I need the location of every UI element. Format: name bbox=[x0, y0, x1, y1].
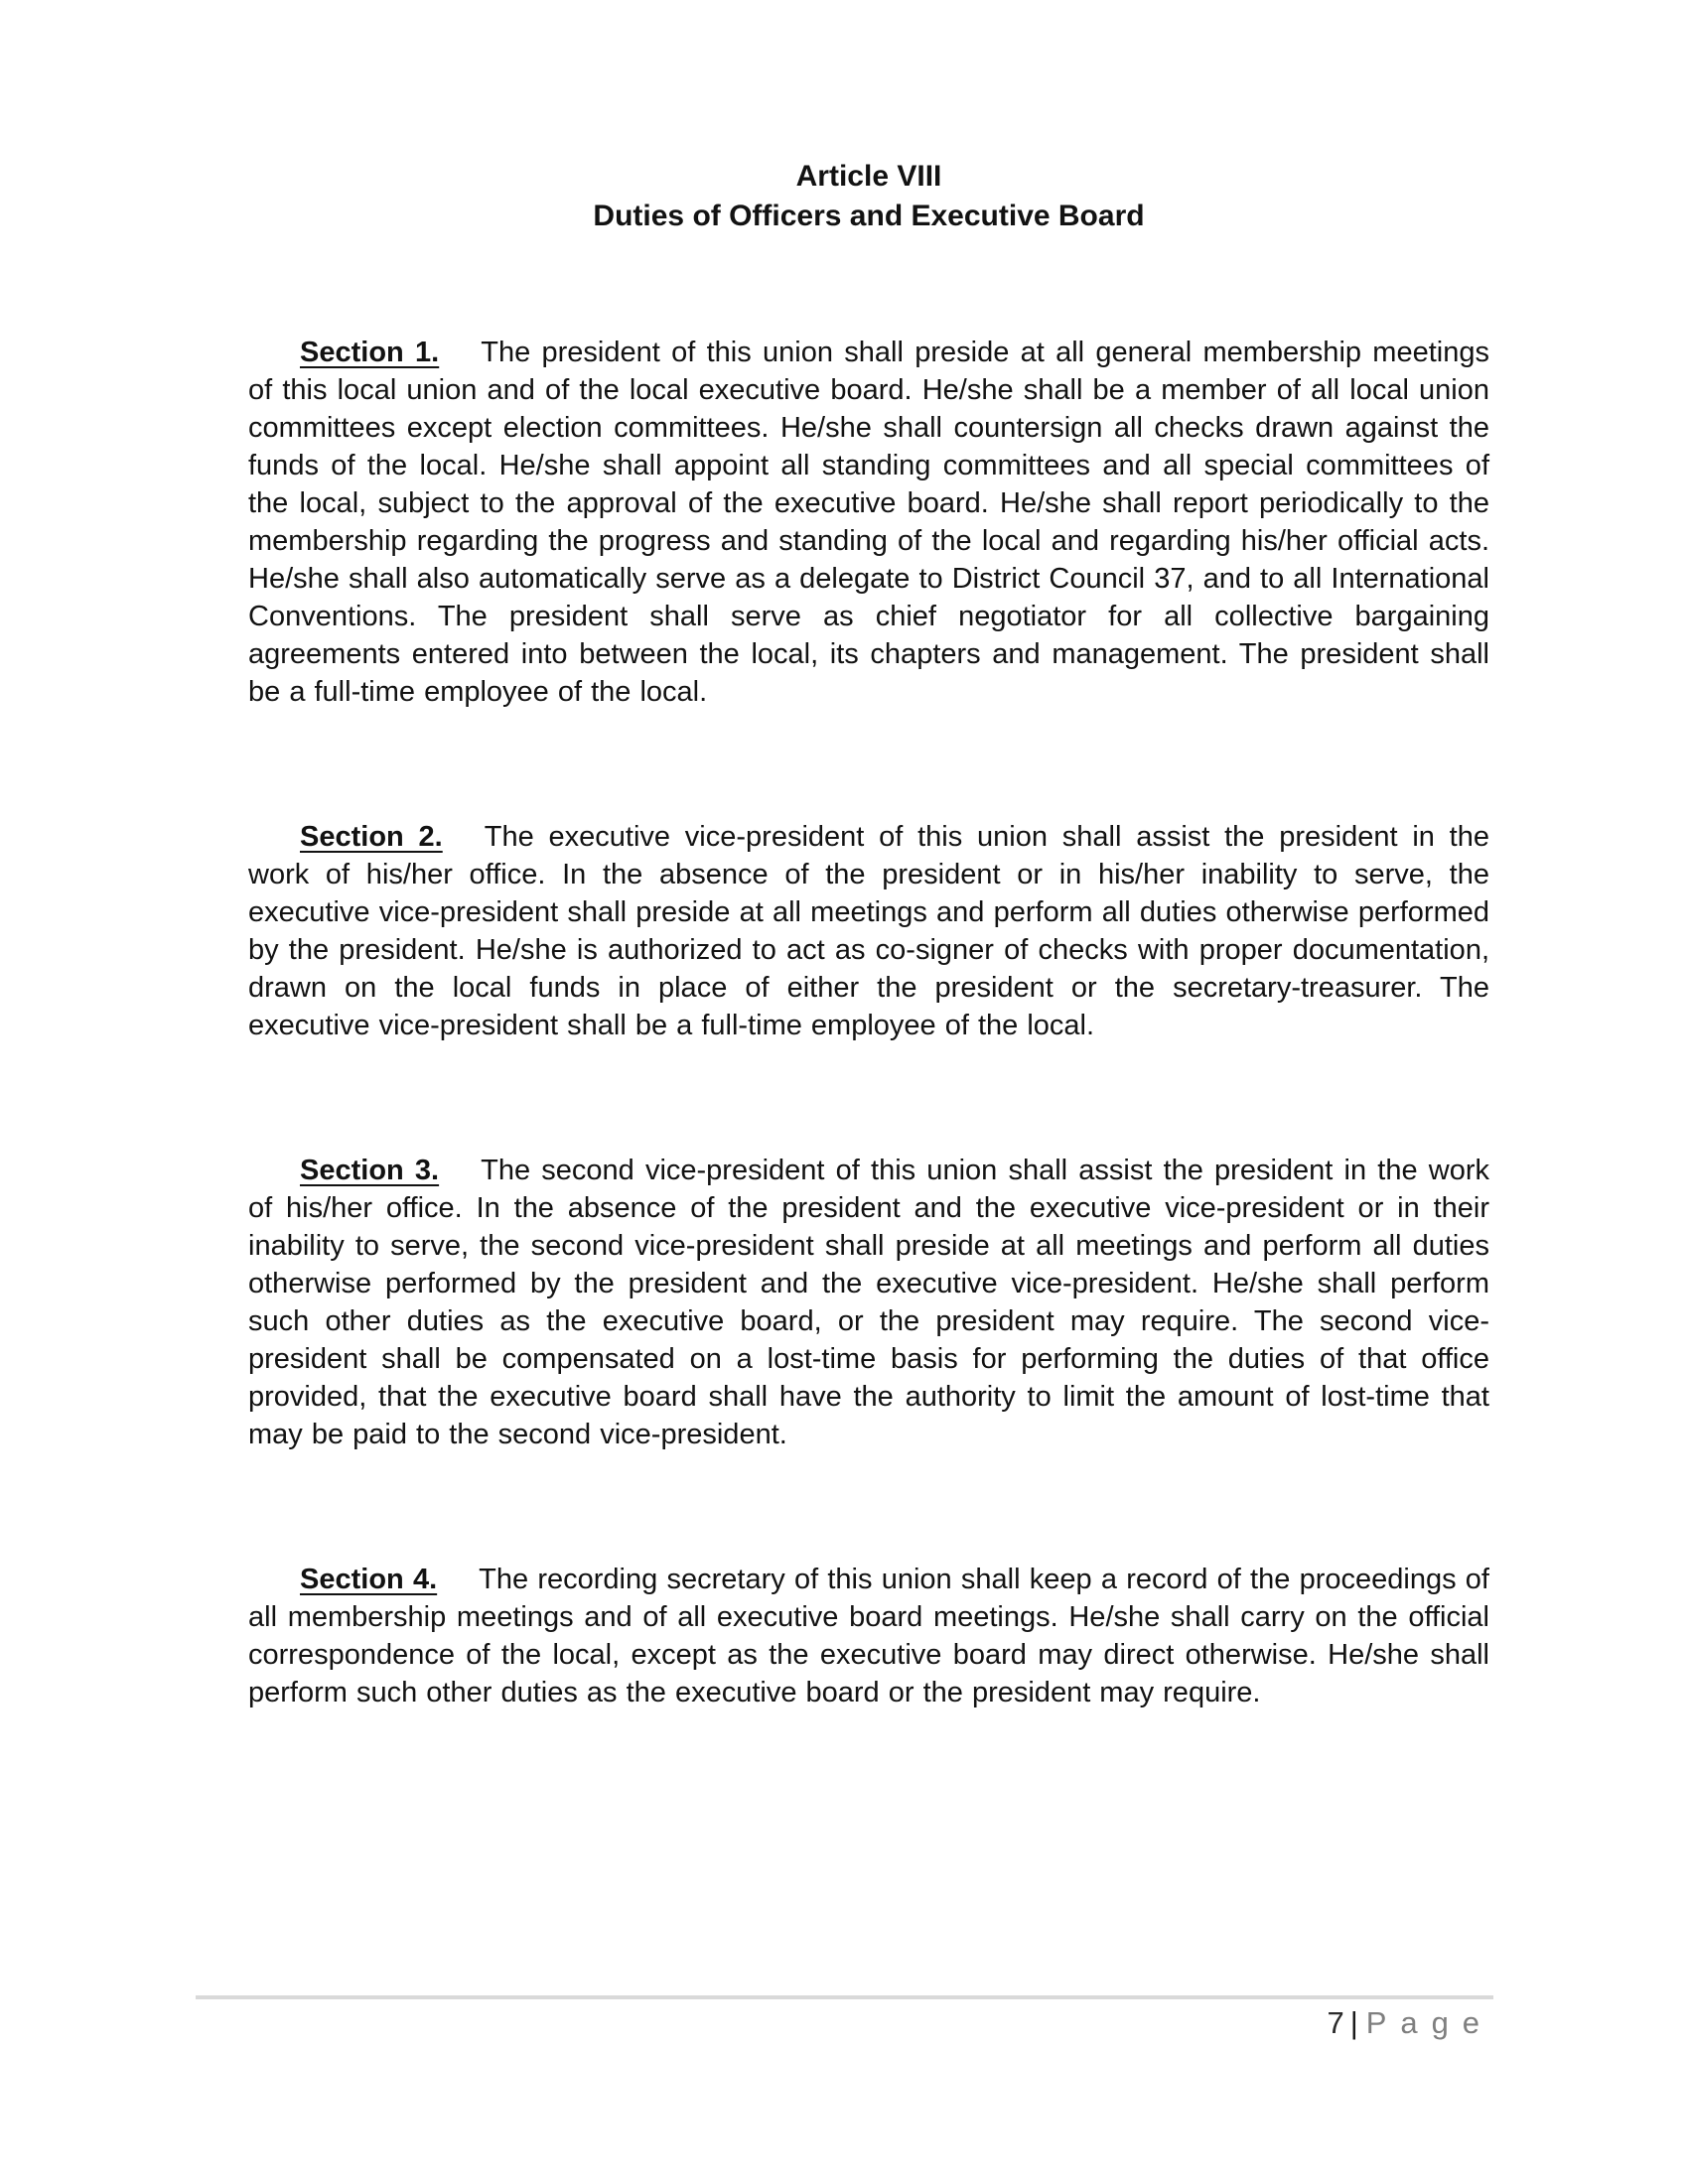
article-heading bbox=[248, 157, 1489, 236]
footer-separator: | bbox=[1349, 2005, 1358, 2040]
section-3-text: The second vice-president of this union shall assist the president in the work of his/her office. In the absence of the president and the executive vice-president or in their inability to serve, the second vice-president shall preside at all meetings and perform all duties otherwise performed by the president and the executive vice-president. He/she shall perform such other duties as the executive board, or the president may require. The second vice-president shall be compensated on a lost-time basis for performing the duties of that office provided, that the executive board shall have the authority to limit the amount of lost-time that may be paid to the second vice-president. bbox=[248, 1155, 1489, 1450]
article-title: Article VIII bbox=[795, 160, 942, 193]
section-1-paragraph bbox=[248, 334, 1489, 711]
section-4-paragraph bbox=[248, 1561, 1489, 1711]
section-4-label: Section 4. bbox=[300, 1564, 438, 1595]
section-3-paragraph bbox=[248, 1152, 1489, 1453]
section-2-text: The executive vice-president of this union shall assist the president in the work of his/her office. In the absence of the president or in his/her inability to serve, the executive vice-president shall preside at all meetings and perform all duties otherwise performed by the president. He/she is authorized to act as co-signer of checks with proper documentation, drawn on the local funds in place of either the president or the secretary-treasurer. The executive vice-president shall be a full-time employee of the local. bbox=[248, 821, 1489, 1041]
footer-divider-line bbox=[196, 1995, 1493, 1999]
section-1-text: The president of this union shall preside at all general membership meetings of this local union and of the local executive board. He/she shall be a member of all local union committees except election committees. He/she shall countersign all checks drawn against the funds of the local. He/she shall appoint all standing committees and all special committees of the local, subject to the approval of the executive board. He/she shall report periodically to the membership regarding the progress and standing of the local and regarding his/her official acts. He/she shall also automatically serve as a delegate to District Council 37, and to all International Conventions. The president shall serve as chief negotiator for all collective bargaining agreements entered into between the local, its chapters and management. The president shall be a full-time employee of the local. bbox=[248, 337, 1489, 708]
section-1-label: Section 1. bbox=[300, 337, 440, 368]
section-2-paragraph bbox=[248, 818, 1489, 1044]
section-4-text: The recording secretary of this union shall keep a record of the proceedings of all membership meetings and of all executive board meetings. He/she shall carry on the official correspondence of the local, except as the executive board may direct otherwise. He/she shall perform such other duties as the executive board or the president may require. bbox=[248, 1564, 1489, 1708]
section-2-label: Section 2. bbox=[300, 821, 443, 853]
page-number: 7 bbox=[1327, 2005, 1344, 2040]
document-body bbox=[248, 157, 1489, 1711]
section-3-label: Section 3. bbox=[300, 1155, 440, 1186]
article-subtitle: Duties of Officers and Executive Board bbox=[593, 200, 1145, 232]
footer-page-word: Page bbox=[1365, 2005, 1493, 2040]
page-footer bbox=[196, 2005, 1493, 2041]
